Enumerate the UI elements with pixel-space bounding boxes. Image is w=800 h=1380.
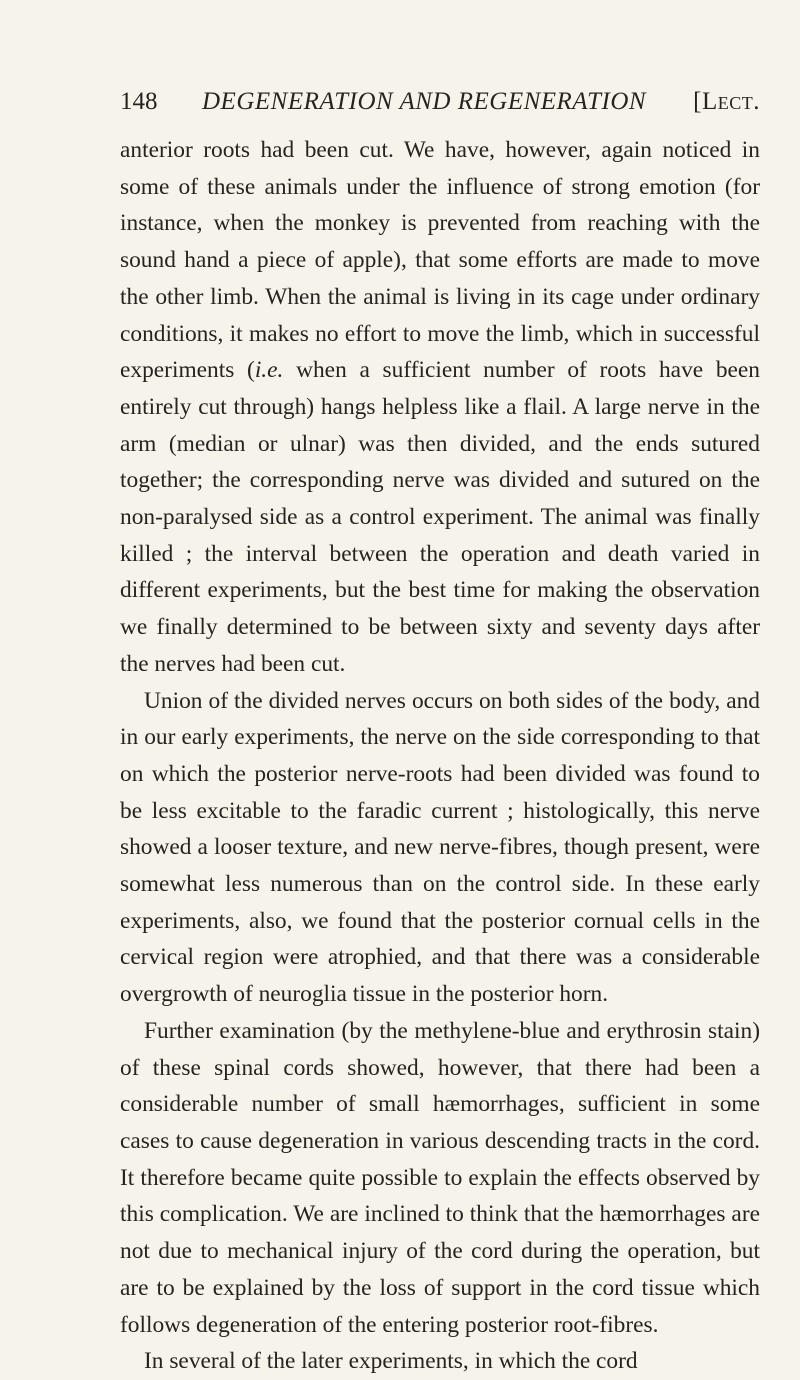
paragraph-1-text-b: when a sufficient number of roots have been entirely cut through) hangs helpless like a flail. A large nerve in the arm (median or ulnar) was then divided, and the ends sutured together; the corresponding nerve was divided and sutured on the non-paralysed side as a control experiment. The animal was finally killed ; the interval between the operation and death varied in different experiments, but the best time for making the observation we finally determined to be between sixty and seventy days after the nerves had been cut. — [120, 357, 760, 677]
lecture-marker: [Lect. — [693, 88, 760, 115]
italic-ie-abbreviation: i.e. — [254, 357, 284, 384]
running-head — [120, 84, 760, 120]
paragraph-1-text-a: anterior roots had been cut. We have, however, again noticed in some of these animals under the influence of strong emotion (for instance, when the monkey is prevented from reaching with the sound hand a piece of apple), that some efforts are made to move the other limb. When the animal is living in its cage under ordinary conditions, it makes no effort to move the limb, which in successful experiments ( — [120, 137, 760, 384]
body-text — [120, 132, 760, 1380]
page-number: 148 — [120, 88, 158, 115]
running-title: DEGENERATION AND REGENERATION — [202, 88, 647, 115]
paragraph-2: Union of the divided nerves occurs on both sides of the body, and in our early experiments, the nerve on the side corresponding to that on which the posterior nerve-roots had been divided was found to be less excitable to the faradic current ; histologically, this nerve showed a looser texture, and new nerve-fibres, though present, were somewhat less numerous than on the control side. In these early experiments, also, we found that the posterior cornual cells in the cervical region were atrophied, and that there was a considerable overgrowth of neuroglia tissue in the posterior horn. — [120, 687, 760, 1008]
paragraph-1 — [120, 132, 760, 683]
paragraph-3: Further examination (by the methylene-blue and erythrosin stain) of these spinal cords showed, however, that there had been a considerable number of small hæmorrhages, sufficient in some cases to cause degeneration in various descending tracts in the cord. It therefore became quite possible to explain the effects observed by this complication. We are inclined to think that the hæmorrhages are not due to mechanical injury of the cord during the operation, but are to be explained by the loss of support in the cord tissue which follows degeneration of the entering posterior root-fibres. — [120, 1017, 760, 1338]
paragraph-4: In several of the later experiments, in which the cord — [144, 1348, 638, 1375]
